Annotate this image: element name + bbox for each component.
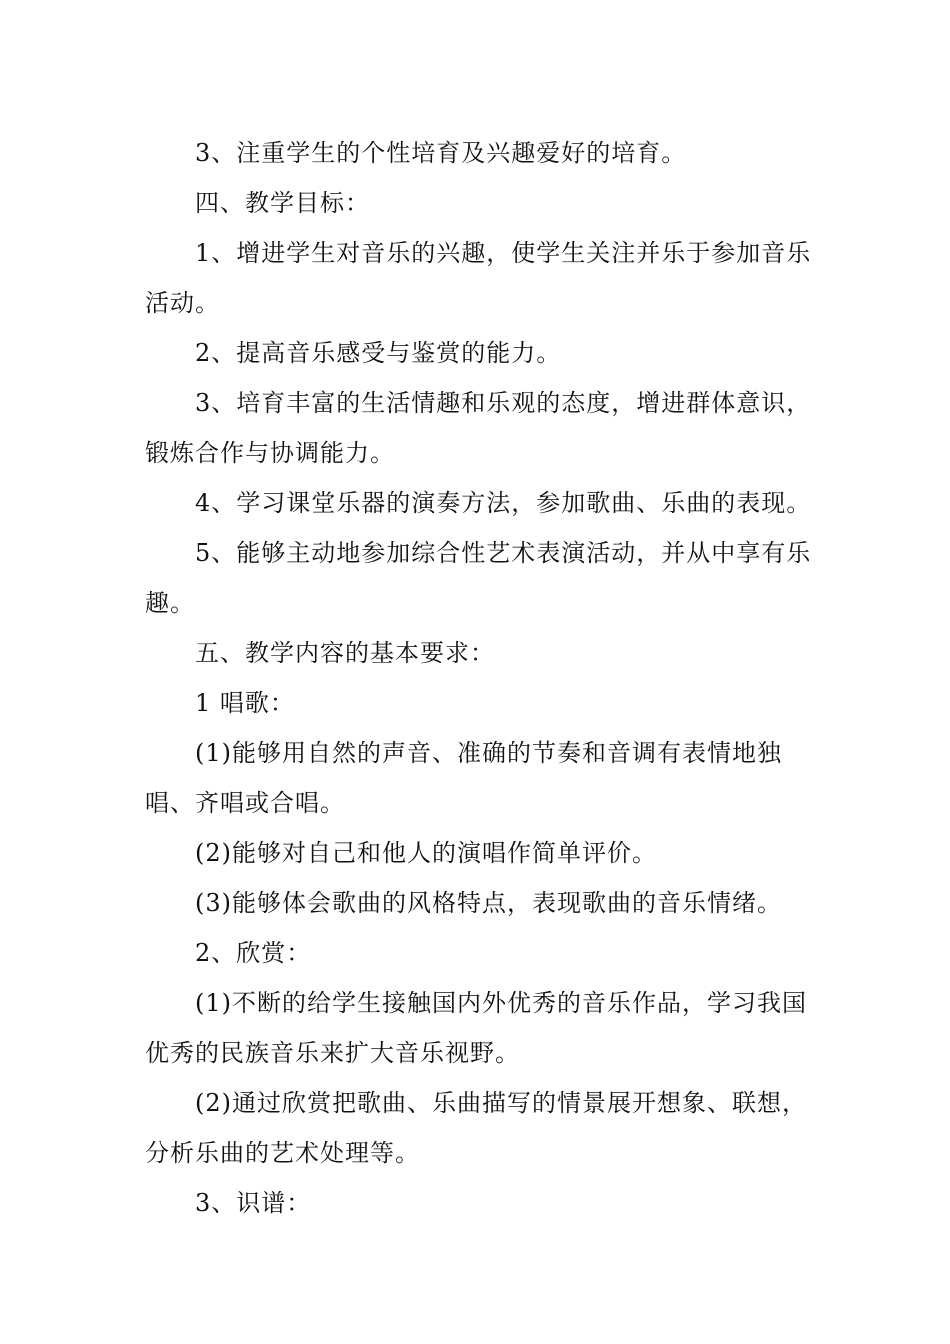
paragraph-appreciation-2: (2)通过欣赏把歌曲、乐曲描写的情景展开想象、联想，分析乐曲的艺术处理等。 [145, 1089, 807, 1167]
paragraph-objective-5: 5、能够主动地参加综合性艺术表演活动，并从中享有乐趣。 [145, 539, 812, 617]
paragraph-objective-3: 3、培育丰富的生活情趣和乐观的态度，增进群体意识，锻炼合作与协调能力。 [145, 389, 812, 467]
paragraph-objective-1: 1、增进学生对音乐的兴趣，使学生关注并乐于参加音乐活动。 [145, 239, 812, 317]
subheading-singing: 1 唱歌： [195, 689, 295, 717]
paragraph-goal-3-personality: 3、注重学生的个性培育及兴趣爱好的培育。 [195, 139, 687, 167]
subheading-appreciation: 2、欣赏： [195, 939, 312, 967]
paragraph-objective-4: 4、学习课堂乐器的演奏方法，参加歌曲、乐曲的表现。 [195, 489, 812, 517]
paragraph-appreciation-1: (1)不断的给学生接触国内外优秀的音乐作品，学习我国优秀的民族音乐来扩大音乐视野。 [145, 989, 807, 1067]
paragraph-objective-2: 2、提高音乐感受与鉴赏的能力。 [195, 339, 562, 367]
paragraph-singing-1: (1)能够用自然的声音、准确的节奏和音调有表情地独唱、齐唱或合唱。 [145, 739, 782, 817]
document-body [145, 128, 815, 1228]
heading-content-requirements: 五、教学内容的基本要求： [195, 639, 495, 667]
paragraph-singing-2: (2)能够对自己和他人的演唱作简单评价。 [195, 839, 657, 867]
subheading-score-reading: 3、识谱： [195, 1189, 312, 1217]
paragraph-singing-3: (3)能够体会歌曲的风格特点，表现歌曲的音乐情绪。 [195, 889, 782, 917]
heading-teaching-objectives: 四、教学目标： [195, 189, 370, 217]
